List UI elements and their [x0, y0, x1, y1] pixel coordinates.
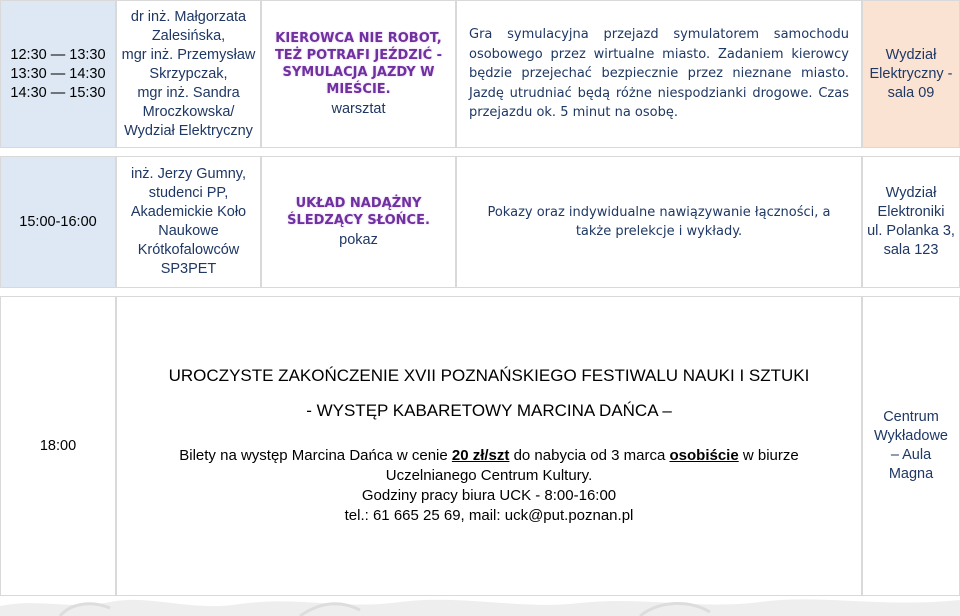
- event-kind: warsztat: [331, 100, 386, 117]
- place-cell: [862, 0, 960, 148]
- event-title-line: MIEŚCIE.: [326, 81, 391, 97]
- place-line: Wydział: [885, 46, 937, 63]
- host-cell: [116, 156, 261, 288]
- event-title-line: UKŁAD NADĄŻNY: [295, 195, 422, 211]
- ticket-price: 20 zł/szt: [451, 447, 510, 464]
- contact-info: tel.: 61 665 25 69, mail: uck@put.poznan.pl: [344, 507, 634, 524]
- time-slot: 13:30 — 14:30: [10, 65, 106, 82]
- description-cell: [456, 0, 862, 148]
- host-line: dr inż. Małgorzata: [130, 8, 247, 25]
- place-line: Elektroniki: [877, 204, 945, 220]
- closing-heading: UROCZYSTE ZAKOŃCZENIE XVII POZNAŃSKIEGO FESTIWALU NAUKI I SZTUKI: [168, 366, 810, 385]
- time-slot: 12:30 — 13:30: [10, 46, 106, 63]
- place-line: Magna: [888, 466, 934, 482]
- host-line: Naukowe: [158, 223, 219, 239]
- host-cell: [116, 0, 261, 148]
- place-line: Centrum: [883, 409, 939, 425]
- closing-subheading: - WYSTĘP KABARETOWY MARCINA DAŃCA –: [306, 401, 672, 420]
- place-line: Elektryczny -: [869, 65, 953, 82]
- closing-ceremony-cell: [116, 296, 862, 596]
- office-name: Uczelnianego Centrum Kultury.: [385, 467, 593, 484]
- description-cell: [456, 156, 862, 288]
- place-line: sala 09: [887, 84, 935, 101]
- event-title-line: SYMULACJA JAZDY W: [282, 64, 435, 80]
- place-line: sala 123: [883, 242, 939, 258]
- event-description: Gra symulacyjna przejazd symulatorem samochodu osobowego przez wirtualne miasto. Zadaniem kierowcy będzie przejechać bezpiecznie przez nieznane miasto. Jazdę utrudniać będą różne niespodzianki drogowe. Czas przejazdu ok. 5 minut na osobę.: [469, 27, 849, 121]
- host-line: Zalesińska,: [151, 27, 226, 44]
- host-line: mgr inż. Przemysław: [121, 46, 256, 63]
- event-title-line: TEŻ POTRAFI JEŹDZIĆ -: [274, 47, 443, 63]
- host-line: Wydział Elektryczny: [124, 122, 253, 139]
- time-slot: 18:00: [39, 437, 77, 454]
- host-line: Krótkofalowców: [137, 242, 240, 258]
- time-cell: [0, 0, 116, 148]
- place-line: – Aula: [890, 447, 932, 463]
- event-description: Pokazy oraz indywidualne nawiązywanie łączności, a także prelekcje i wykłady.: [487, 204, 831, 239]
- host-line: Mroczkowska/: [142, 103, 235, 120]
- place-line: Wykładowe: [873, 428, 948, 444]
- host-line: Skrzypczak,: [149, 65, 228, 82]
- host-line: Akademickie Koło: [130, 204, 247, 220]
- decorative-border: [0, 588, 960, 616]
- event-title-line: ŚLEDZĄCY SŁOŃCE.: [287, 212, 430, 228]
- time-cell: [0, 156, 116, 288]
- ticket-prefix: Bilety na występ Marcina Dańca w cenie: [179, 447, 452, 464]
- place-cell: [862, 156, 960, 288]
- event-title-cell: [261, 156, 456, 288]
- ticket-info: [179, 446, 798, 466]
- place-line: ul. Polanka 3,: [867, 223, 955, 239]
- ticket-middle: do nabycia od 3 marca: [509, 447, 670, 464]
- event-title-cell: [261, 0, 456, 148]
- office-hours: Godziny pracy biura UCK - 8:00-16:00: [361, 487, 617, 504]
- time-slot: 15:00-16:00: [19, 213, 97, 230]
- host-line: studenci PP,: [148, 185, 229, 201]
- place-line: Wydział: [885, 185, 937, 201]
- host-line: inż. Jerzy Gumny,: [131, 166, 246, 182]
- ticket-personally: osobiście: [669, 447, 739, 464]
- host-line: mgr inż. Sandra: [137, 84, 240, 101]
- time-slot: 14:30 — 15:30: [10, 84, 106, 101]
- host-line: SP3PET: [160, 261, 217, 277]
- place-cell: [862, 296, 960, 596]
- event-title-line: KIEROWCA NIE ROBOT,: [275, 30, 442, 46]
- event-kind: pokaz: [339, 231, 378, 248]
- time-cell: [0, 296, 116, 596]
- ticket-suffix: w biurze: [738, 447, 799, 464]
